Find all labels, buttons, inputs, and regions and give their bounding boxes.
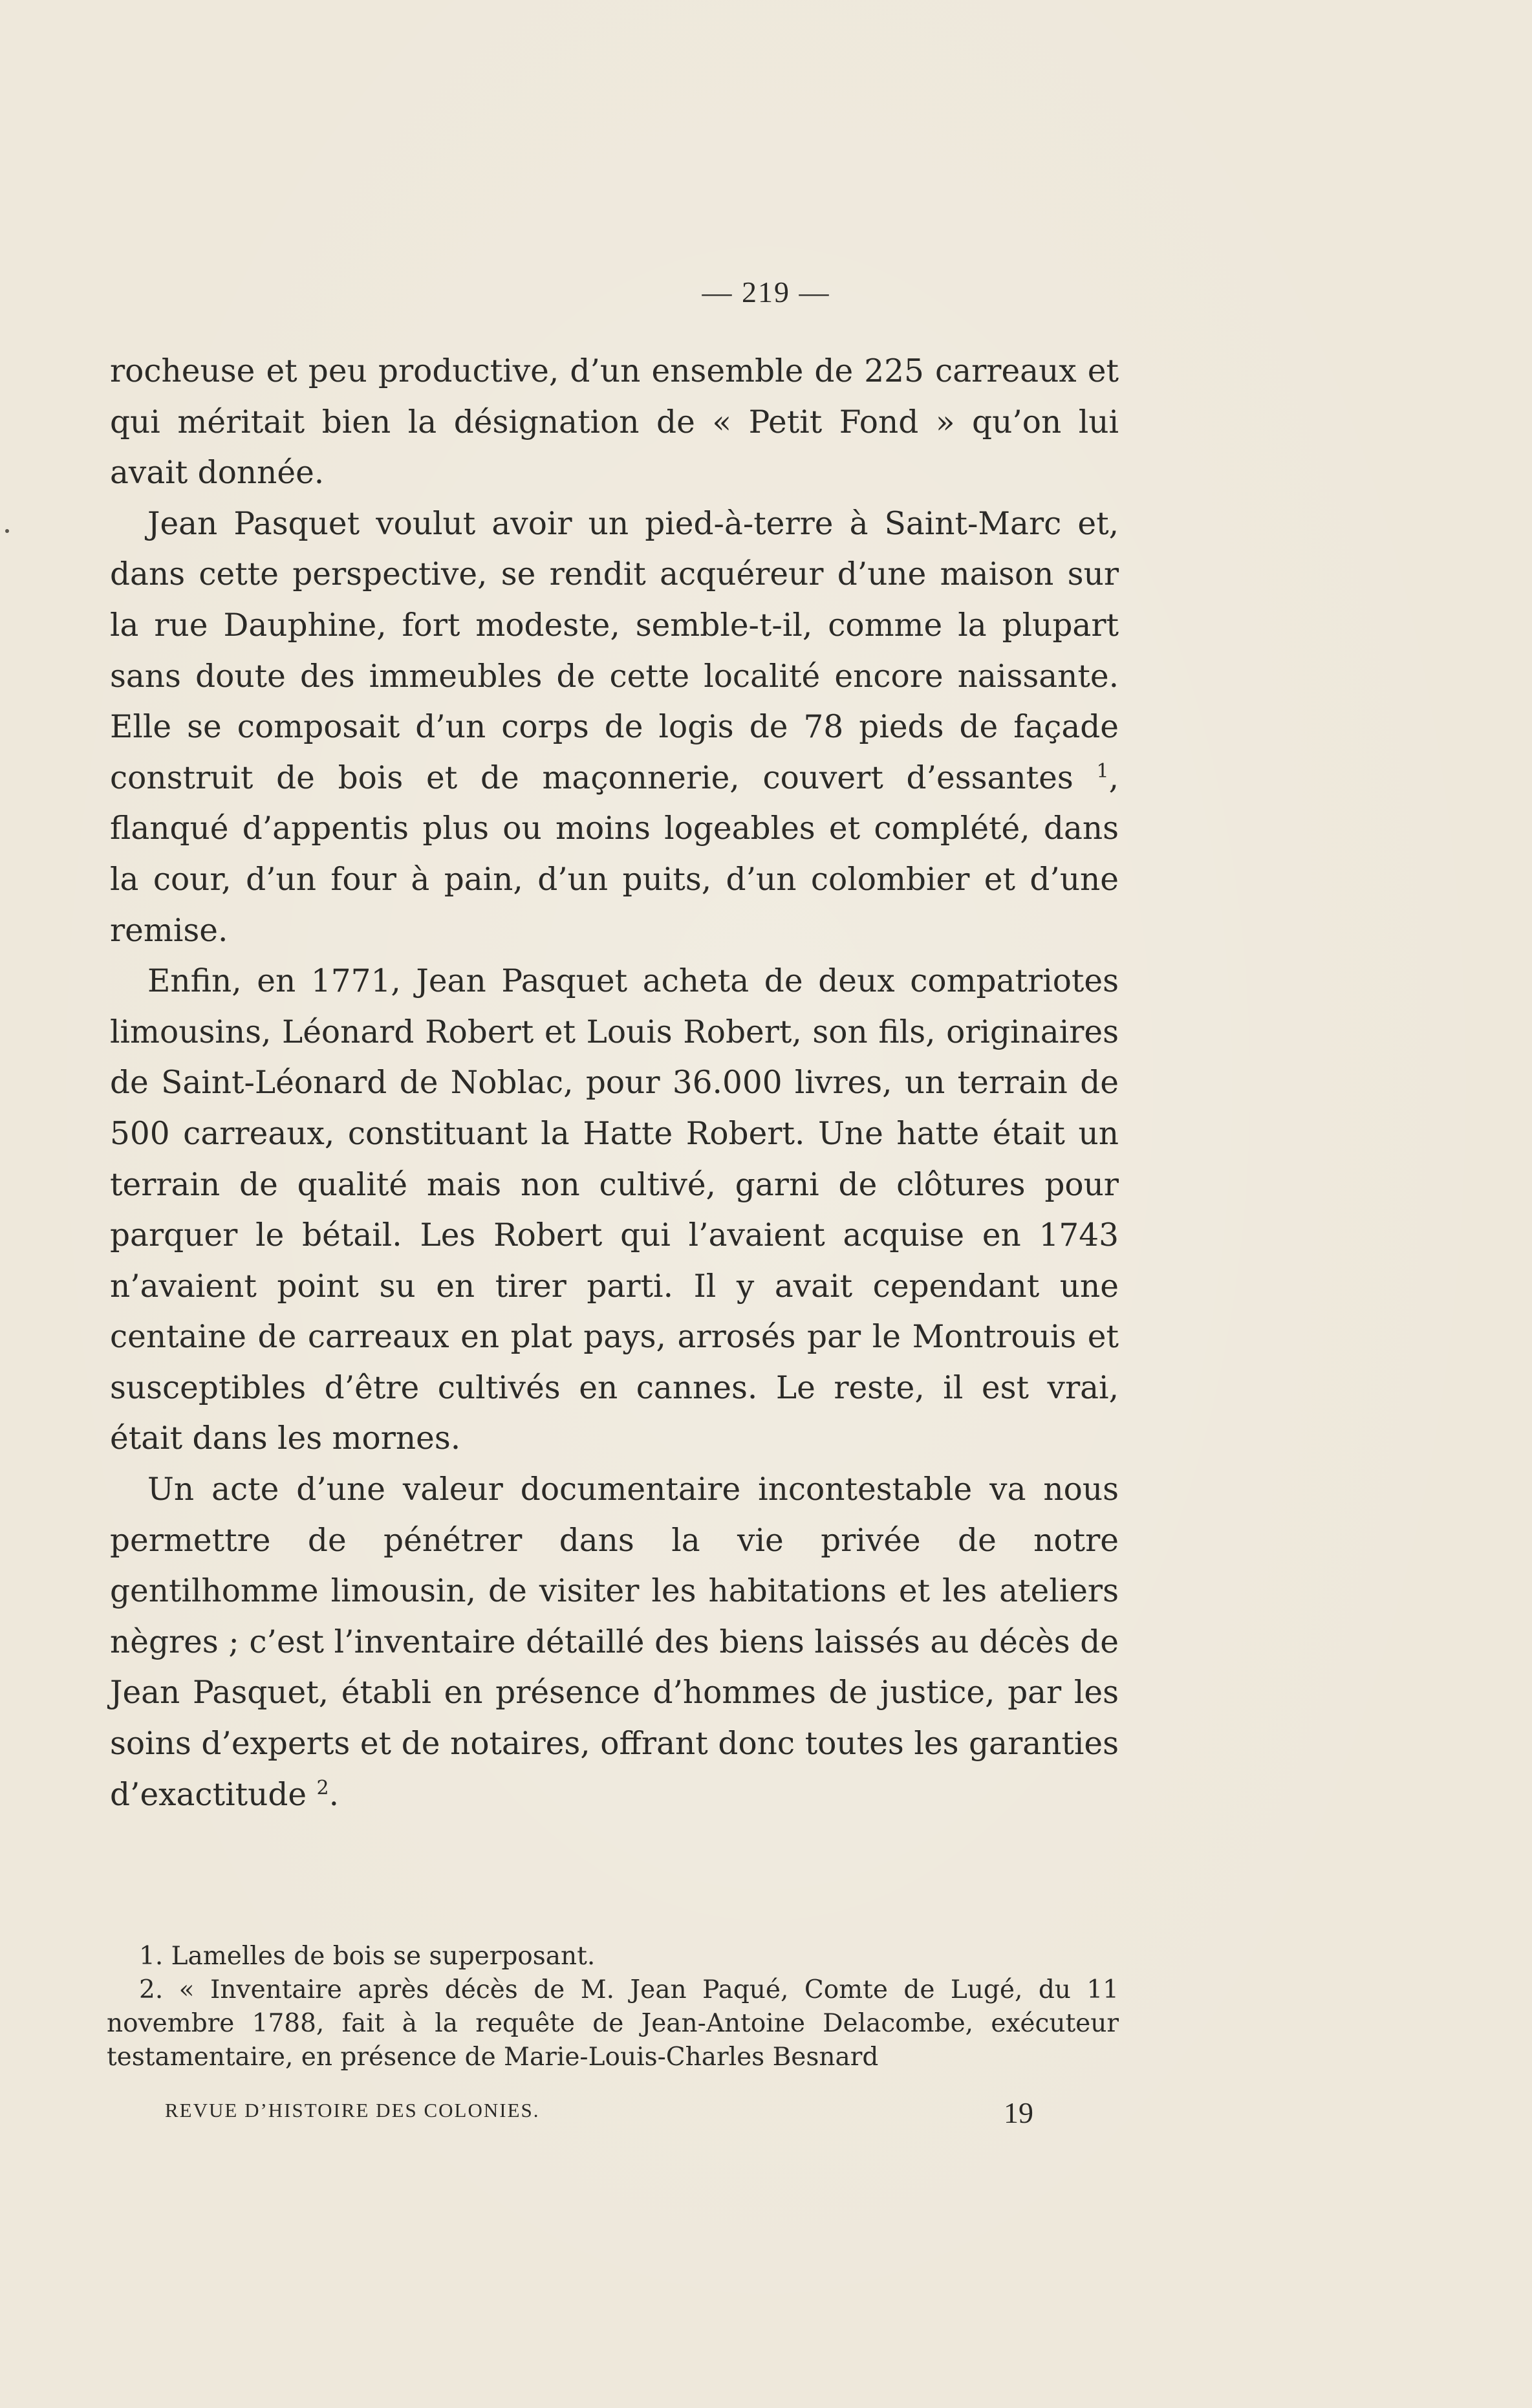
paragraph-2	[110, 499, 1119, 956]
footnote-ref-2: 2	[316, 1776, 329, 1799]
footnote-ref-1: 1	[1096, 759, 1109, 783]
paragraph-4-text-a: Un acte d’une valeur documentaire incontestable va nous permettre de pénétrer dans la vie privée de notre gentilhomme limousin, de visiter les habitations et les ateliers nègres ; c’est l’inventaire détaillé des biens laissés au décès de Jean Pasquet, établi en présence d’hommes de justice, par les soins d’experts et de notaires, offrant donc toutes les garanties d’exactitude	[110, 1471, 1119, 1813]
paragraph-4	[110, 1464, 1119, 1820]
signature-mark: 19	[1004, 2096, 1033, 2129]
paragraph-4-text-b: .	[329, 1776, 340, 1813]
footnotes	[107, 1940, 1119, 2074]
footnote-2: 2. « Inventaire après décès de M. Jean Paqué, Comte de Lugé, du 11 novembre 1788, fait à la requête de Jean-Antoine Delacombe, exécuteur testamentaire, en présence de Marie-Louis-Charles Besnard	[107, 1975, 1119, 2072]
margin-mark	[5, 529, 9, 533]
paragraph-2-text-a: Jean Pasquet voulut avoir un pied-à-terre à Saint-Marc et, dans cette perspective, se rendit acquéreur d’une maison sur la rue Dauphine, fort modeste, semble-t-il, comme la plupart sans doute des immeubles de cette localité encore naissante. Elle se composait d’un corps de logis de 78 pieds de façade construit de bois et de maçonnerie, couvert d’essantes	[110, 505, 1119, 796]
paragraph-1: rocheuse et peu productive, d’un ensemble de 225 carreaux et qui méritait bien la désignation de « Petit Fond » qu’on lui avait donnée.	[110, 353, 1119, 492]
running-footer: REVUE D’HISTOIRE DES COLONIES.	[165, 2099, 540, 2121]
paragraph-2-text-b: , flanqué d’appentis plus ou moins logeables et complété, dans la cour, d’un four à pain, d’un puits, d’un colombier et d’une remise.	[110, 759, 1119, 949]
page-number: — 219 —	[702, 276, 830, 309]
paragraph-3: Enfin, en 1771, Jean Pasquet acheta de deux compatriotes limousins, Léonard Robert et Louis Robert, son fils, originaires de Saint-Léonard de Noblac, pour 36.000 livres, un terrain de 500 carreaux, constituant la Hatte Robert. Une hatte était un terrain de qualité mais non cultivé, garni de clôtures pour parquer le bétail. Les Robert qui l’avaient acquise en 1743 n’avaient point su en tirer parti. Il y avait cependant une centaine de carreaux en plat pays, arrosés par le Montrouis et susceptibles d’être cultivés en cannes. Le reste, il est vrai, était dans les mornes.	[110, 963, 1119, 1457]
footnote-1: 1. Lamelles de bois se superposant.	[139, 1942, 596, 1971]
body-text	[110, 346, 1119, 1820]
